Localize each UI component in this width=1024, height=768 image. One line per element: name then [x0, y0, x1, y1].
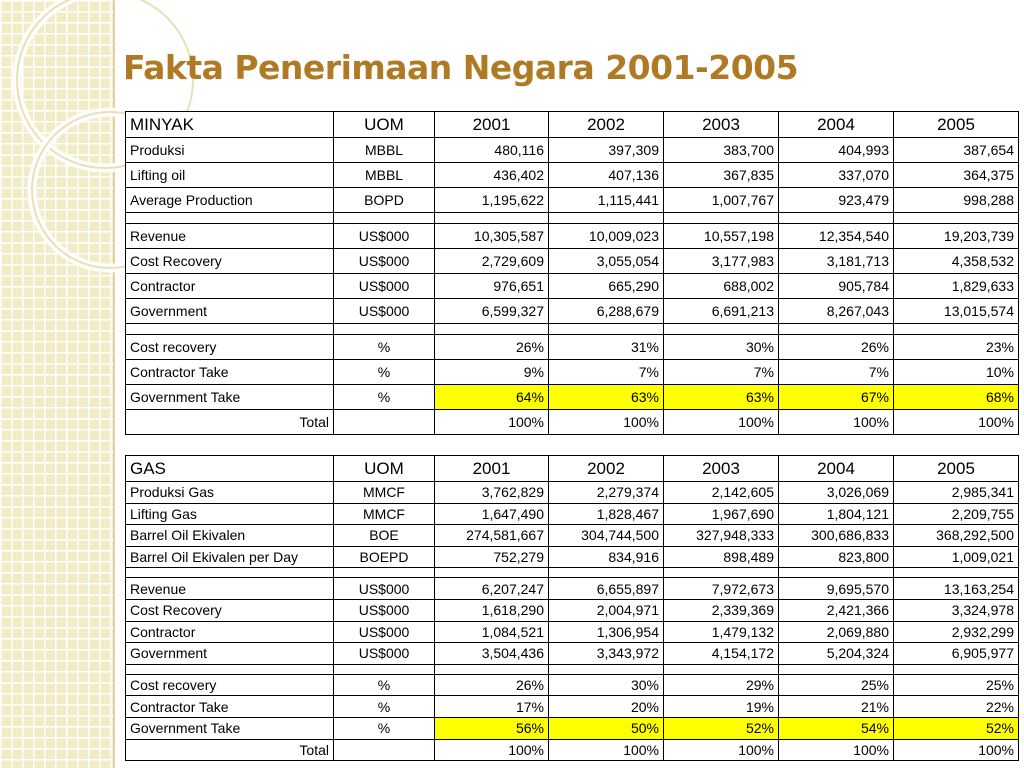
- value-cell: 6,655,897: [549, 578, 664, 600]
- spacer-row: [126, 213, 1019, 224]
- table-row: [126, 717, 1019, 739]
- row-label: Lifting oil: [126, 163, 334, 188]
- row-label: Cost recovery: [126, 335, 334, 360]
- value-cell: 1,804,121: [779, 503, 894, 525]
- value-cell: 7%: [549, 360, 664, 385]
- value-cell: 4,154,172: [664, 643, 779, 665]
- value-cell: 3,181,713: [779, 249, 894, 274]
- year-header: 2003: [664, 112, 779, 138]
- value-cell: 3,055,054: [549, 249, 664, 274]
- row-label: Government Take: [126, 717, 334, 739]
- value-cell: 383,700: [664, 138, 779, 163]
- value-cell: 823,800: [779, 546, 894, 568]
- row-label: Total: [126, 410, 334, 435]
- uom-cell: BOPD: [334, 188, 435, 213]
- value-cell: 100%: [549, 739, 664, 761]
- uom-cell: BOE: [334, 525, 435, 547]
- value-cell: 25%: [894, 674, 1019, 696]
- value-cell: 12,354,540: [779, 224, 894, 249]
- value-cell: 23%: [894, 335, 1019, 360]
- row-label: Cost Recovery: [126, 599, 334, 621]
- table-row: [126, 599, 1019, 621]
- value-cell: 30%: [549, 674, 664, 696]
- table-row: [126, 249, 1019, 274]
- value-cell: 2,932,299: [894, 621, 1019, 643]
- uom-cell: %: [334, 696, 435, 718]
- value-cell: 6,905,977: [894, 643, 1019, 665]
- value-cell: 2,209,755: [894, 503, 1019, 525]
- table-row: [126, 274, 1019, 299]
- value-cell: 1,306,954: [549, 621, 664, 643]
- value-cell: 13,163,254: [894, 578, 1019, 600]
- uom-cell: US$000: [334, 578, 435, 600]
- value-cell: 100%: [435, 410, 549, 435]
- value-cell: 923,479: [779, 188, 894, 213]
- uom-cell: MBBL: [334, 163, 435, 188]
- spacer-row: [126, 664, 1019, 674]
- value-cell: 1,115,441: [549, 188, 664, 213]
- oil-table: [125, 111, 1019, 435]
- uom-cell: US$000: [334, 249, 435, 274]
- table-row: [126, 299, 1019, 324]
- uom-cell: [334, 739, 435, 761]
- row-label: Average Production: [126, 188, 334, 213]
- value-cell: 100%: [549, 410, 664, 435]
- value-cell: 52%: [664, 717, 779, 739]
- value-cell: 397,309: [549, 138, 664, 163]
- row-label: Cost recovery: [126, 674, 334, 696]
- uom-cell: %: [334, 360, 435, 385]
- table-row: [126, 621, 1019, 643]
- value-cell: 3,504,436: [435, 643, 549, 665]
- value-cell: 688,002: [664, 274, 779, 299]
- table-row: [126, 525, 1019, 547]
- uom-cell: %: [334, 674, 435, 696]
- value-cell: 2,421,366: [779, 599, 894, 621]
- value-cell: 7%: [779, 360, 894, 385]
- year-header: 2001: [435, 112, 549, 138]
- year-header: 2003: [664, 456, 779, 482]
- value-cell: 2,339,369: [664, 599, 779, 621]
- row-label: Contractor Take: [126, 696, 334, 718]
- uom-cell: US$000: [334, 643, 435, 665]
- value-cell: 998,288: [894, 188, 1019, 213]
- table-row: [126, 335, 1019, 360]
- row-label: Government Take: [126, 385, 334, 410]
- value-cell: 300,686,833: [779, 525, 894, 547]
- uom-cell: US$000: [334, 621, 435, 643]
- value-cell: 898,489: [664, 546, 779, 568]
- table-row: [126, 739, 1019, 761]
- value-cell: 2,142,605: [664, 482, 779, 504]
- value-cell: 100%: [779, 739, 894, 761]
- value-cell: 100%: [894, 739, 1019, 761]
- value-cell: 9,695,570: [779, 578, 894, 600]
- value-cell: 2,004,971: [549, 599, 664, 621]
- value-cell: 64%: [435, 385, 549, 410]
- value-cell: 100%: [664, 410, 779, 435]
- value-cell: 752,279: [435, 546, 549, 568]
- table-row: [126, 503, 1019, 525]
- value-cell: 13,015,574: [894, 299, 1019, 324]
- value-cell: 1,479,132: [664, 621, 779, 643]
- value-cell: 19%: [664, 696, 779, 718]
- uom-cell: US$000: [334, 274, 435, 299]
- value-cell: 10,557,198: [664, 224, 779, 249]
- value-cell: 31%: [549, 335, 664, 360]
- value-cell: 6,599,327: [435, 299, 549, 324]
- value-cell: 26%: [779, 335, 894, 360]
- value-cell: 29%: [664, 674, 779, 696]
- value-cell: 68%: [894, 385, 1019, 410]
- value-cell: 387,654: [894, 138, 1019, 163]
- value-cell: 404,993: [779, 138, 894, 163]
- value-cell: 436,402: [435, 163, 549, 188]
- value-cell: 2,985,341: [894, 482, 1019, 504]
- value-cell: 905,784: [779, 274, 894, 299]
- value-cell: 407,136: [549, 163, 664, 188]
- year-header: 2002: [549, 456, 664, 482]
- value-cell: 368,292,500: [894, 525, 1019, 547]
- value-cell: 1,195,622: [435, 188, 549, 213]
- value-cell: 976,651: [435, 274, 549, 299]
- value-cell: 3,343,972: [549, 643, 664, 665]
- value-cell: 100%: [894, 410, 1019, 435]
- row-label: Produksi Gas: [126, 482, 334, 504]
- value-cell: 10,009,023: [549, 224, 664, 249]
- value-cell: 9%: [435, 360, 549, 385]
- table-row: [126, 674, 1019, 696]
- row-label: Barrel Oil Ekivalen: [126, 525, 334, 547]
- value-cell: 7,972,673: [664, 578, 779, 600]
- value-cell: 2,069,880: [779, 621, 894, 643]
- value-cell: 274,581,667: [435, 525, 549, 547]
- value-cell: 327,948,333: [664, 525, 779, 547]
- value-cell: 2,279,374: [549, 482, 664, 504]
- table-row: [126, 163, 1019, 188]
- uom-cell: US$000: [334, 299, 435, 324]
- uom-cell: MMCF: [334, 503, 435, 525]
- row-label: Revenue: [126, 578, 334, 600]
- value-cell: 67%: [779, 385, 894, 410]
- value-cell: 3,026,069: [779, 482, 894, 504]
- value-cell: 5,204,324: [779, 643, 894, 665]
- row-label: Government: [126, 299, 334, 324]
- row-label: Produksi: [126, 138, 334, 163]
- row-label: Contractor Take: [126, 360, 334, 385]
- uom-header: UOM: [334, 112, 435, 138]
- value-cell: 25%: [779, 674, 894, 696]
- value-cell: 100%: [664, 739, 779, 761]
- table-row: [126, 360, 1019, 385]
- value-cell: 100%: [435, 739, 549, 761]
- table-row: [126, 224, 1019, 249]
- spacer-row: [126, 568, 1019, 578]
- value-cell: 56%: [435, 717, 549, 739]
- value-cell: 22%: [894, 696, 1019, 718]
- row-label: Barrel Oil Ekivalen per Day: [126, 546, 334, 568]
- uom-header: UOM: [334, 456, 435, 482]
- minyak-header-row: [126, 112, 1019, 138]
- uom-cell: MMCF: [334, 482, 435, 504]
- table-row: [126, 482, 1019, 504]
- value-cell: 1,829,633: [894, 274, 1019, 299]
- value-cell: 26%: [435, 674, 549, 696]
- value-cell: 364,375: [894, 163, 1019, 188]
- row-label: Lifting Gas: [126, 503, 334, 525]
- gas-table: [125, 455, 1019, 761]
- value-cell: 54%: [779, 717, 894, 739]
- value-cell: 304,744,500: [549, 525, 664, 547]
- page-title: Fakta Penerimaan Negara 2001-2005: [123, 48, 799, 87]
- row-label: Total: [126, 739, 334, 761]
- section-title: GAS: [126, 456, 334, 482]
- table-row: [126, 385, 1019, 410]
- year-header: 2005: [894, 112, 1019, 138]
- value-cell: 19,203,739: [894, 224, 1019, 249]
- value-cell: 3,177,983: [664, 249, 779, 274]
- year-header: 2001: [435, 456, 549, 482]
- value-cell: 1,618,290: [435, 599, 549, 621]
- uom-cell: %: [334, 717, 435, 739]
- row-label: Revenue: [126, 224, 334, 249]
- value-cell: 6,207,247: [435, 578, 549, 600]
- value-cell: 6,691,213: [664, 299, 779, 324]
- uom-cell: MBBL: [334, 138, 435, 163]
- value-cell: 834,916: [549, 546, 664, 568]
- table-row: [126, 696, 1019, 718]
- value-cell: 20%: [549, 696, 664, 718]
- table-row: [126, 188, 1019, 213]
- spacer-row: [126, 324, 1019, 335]
- uom-cell: %: [334, 385, 435, 410]
- value-cell: 50%: [549, 717, 664, 739]
- value-cell: 7%: [664, 360, 779, 385]
- value-cell: 3,762,829: [435, 482, 549, 504]
- value-cell: 1,084,521: [435, 621, 549, 643]
- value-cell: 52%: [894, 717, 1019, 739]
- uom-cell: %: [334, 335, 435, 360]
- value-cell: 10,305,587: [435, 224, 549, 249]
- row-label: Contractor: [126, 621, 334, 643]
- table-row: [126, 138, 1019, 163]
- value-cell: 63%: [549, 385, 664, 410]
- value-cell: 17%: [435, 696, 549, 718]
- table-row: [126, 546, 1019, 568]
- value-cell: 8,267,043: [779, 299, 894, 324]
- value-cell: 10%: [894, 360, 1019, 385]
- value-cell: 21%: [779, 696, 894, 718]
- year-header: 2005: [894, 456, 1019, 482]
- table-row: [126, 410, 1019, 435]
- gas-header-row: [126, 456, 1019, 482]
- value-cell: 6,288,679: [549, 299, 664, 324]
- section-title: MINYAK: [126, 112, 334, 138]
- value-cell: 3,324,978: [894, 599, 1019, 621]
- year-header: 2004: [779, 112, 894, 138]
- value-cell: 337,070: [779, 163, 894, 188]
- value-cell: 1,007,767: [664, 188, 779, 213]
- uom-cell: US$000: [334, 224, 435, 249]
- year-header: 2002: [549, 112, 664, 138]
- value-cell: 30%: [664, 335, 779, 360]
- value-cell: 4,358,532: [894, 249, 1019, 274]
- value-cell: 665,290: [549, 274, 664, 299]
- year-header: 2004: [779, 456, 894, 482]
- value-cell: 26%: [435, 335, 549, 360]
- table-row: [126, 643, 1019, 665]
- value-cell: 1,009,021: [894, 546, 1019, 568]
- row-label: Cost Recovery: [126, 249, 334, 274]
- value-cell: 100%: [779, 410, 894, 435]
- value-cell: 63%: [664, 385, 779, 410]
- uom-cell: US$000: [334, 599, 435, 621]
- uom-cell: BOEPD: [334, 546, 435, 568]
- value-cell: 1,967,690: [664, 503, 779, 525]
- table-row: [126, 578, 1019, 600]
- value-cell: 367,835: [664, 163, 779, 188]
- value-cell: 2,729,609: [435, 249, 549, 274]
- uom-cell: [334, 410, 435, 435]
- value-cell: 480,116: [435, 138, 549, 163]
- row-label: Contractor: [126, 274, 334, 299]
- row-label: Government: [126, 643, 334, 665]
- value-cell: 1,828,467: [549, 503, 664, 525]
- value-cell: 1,647,490: [435, 503, 549, 525]
